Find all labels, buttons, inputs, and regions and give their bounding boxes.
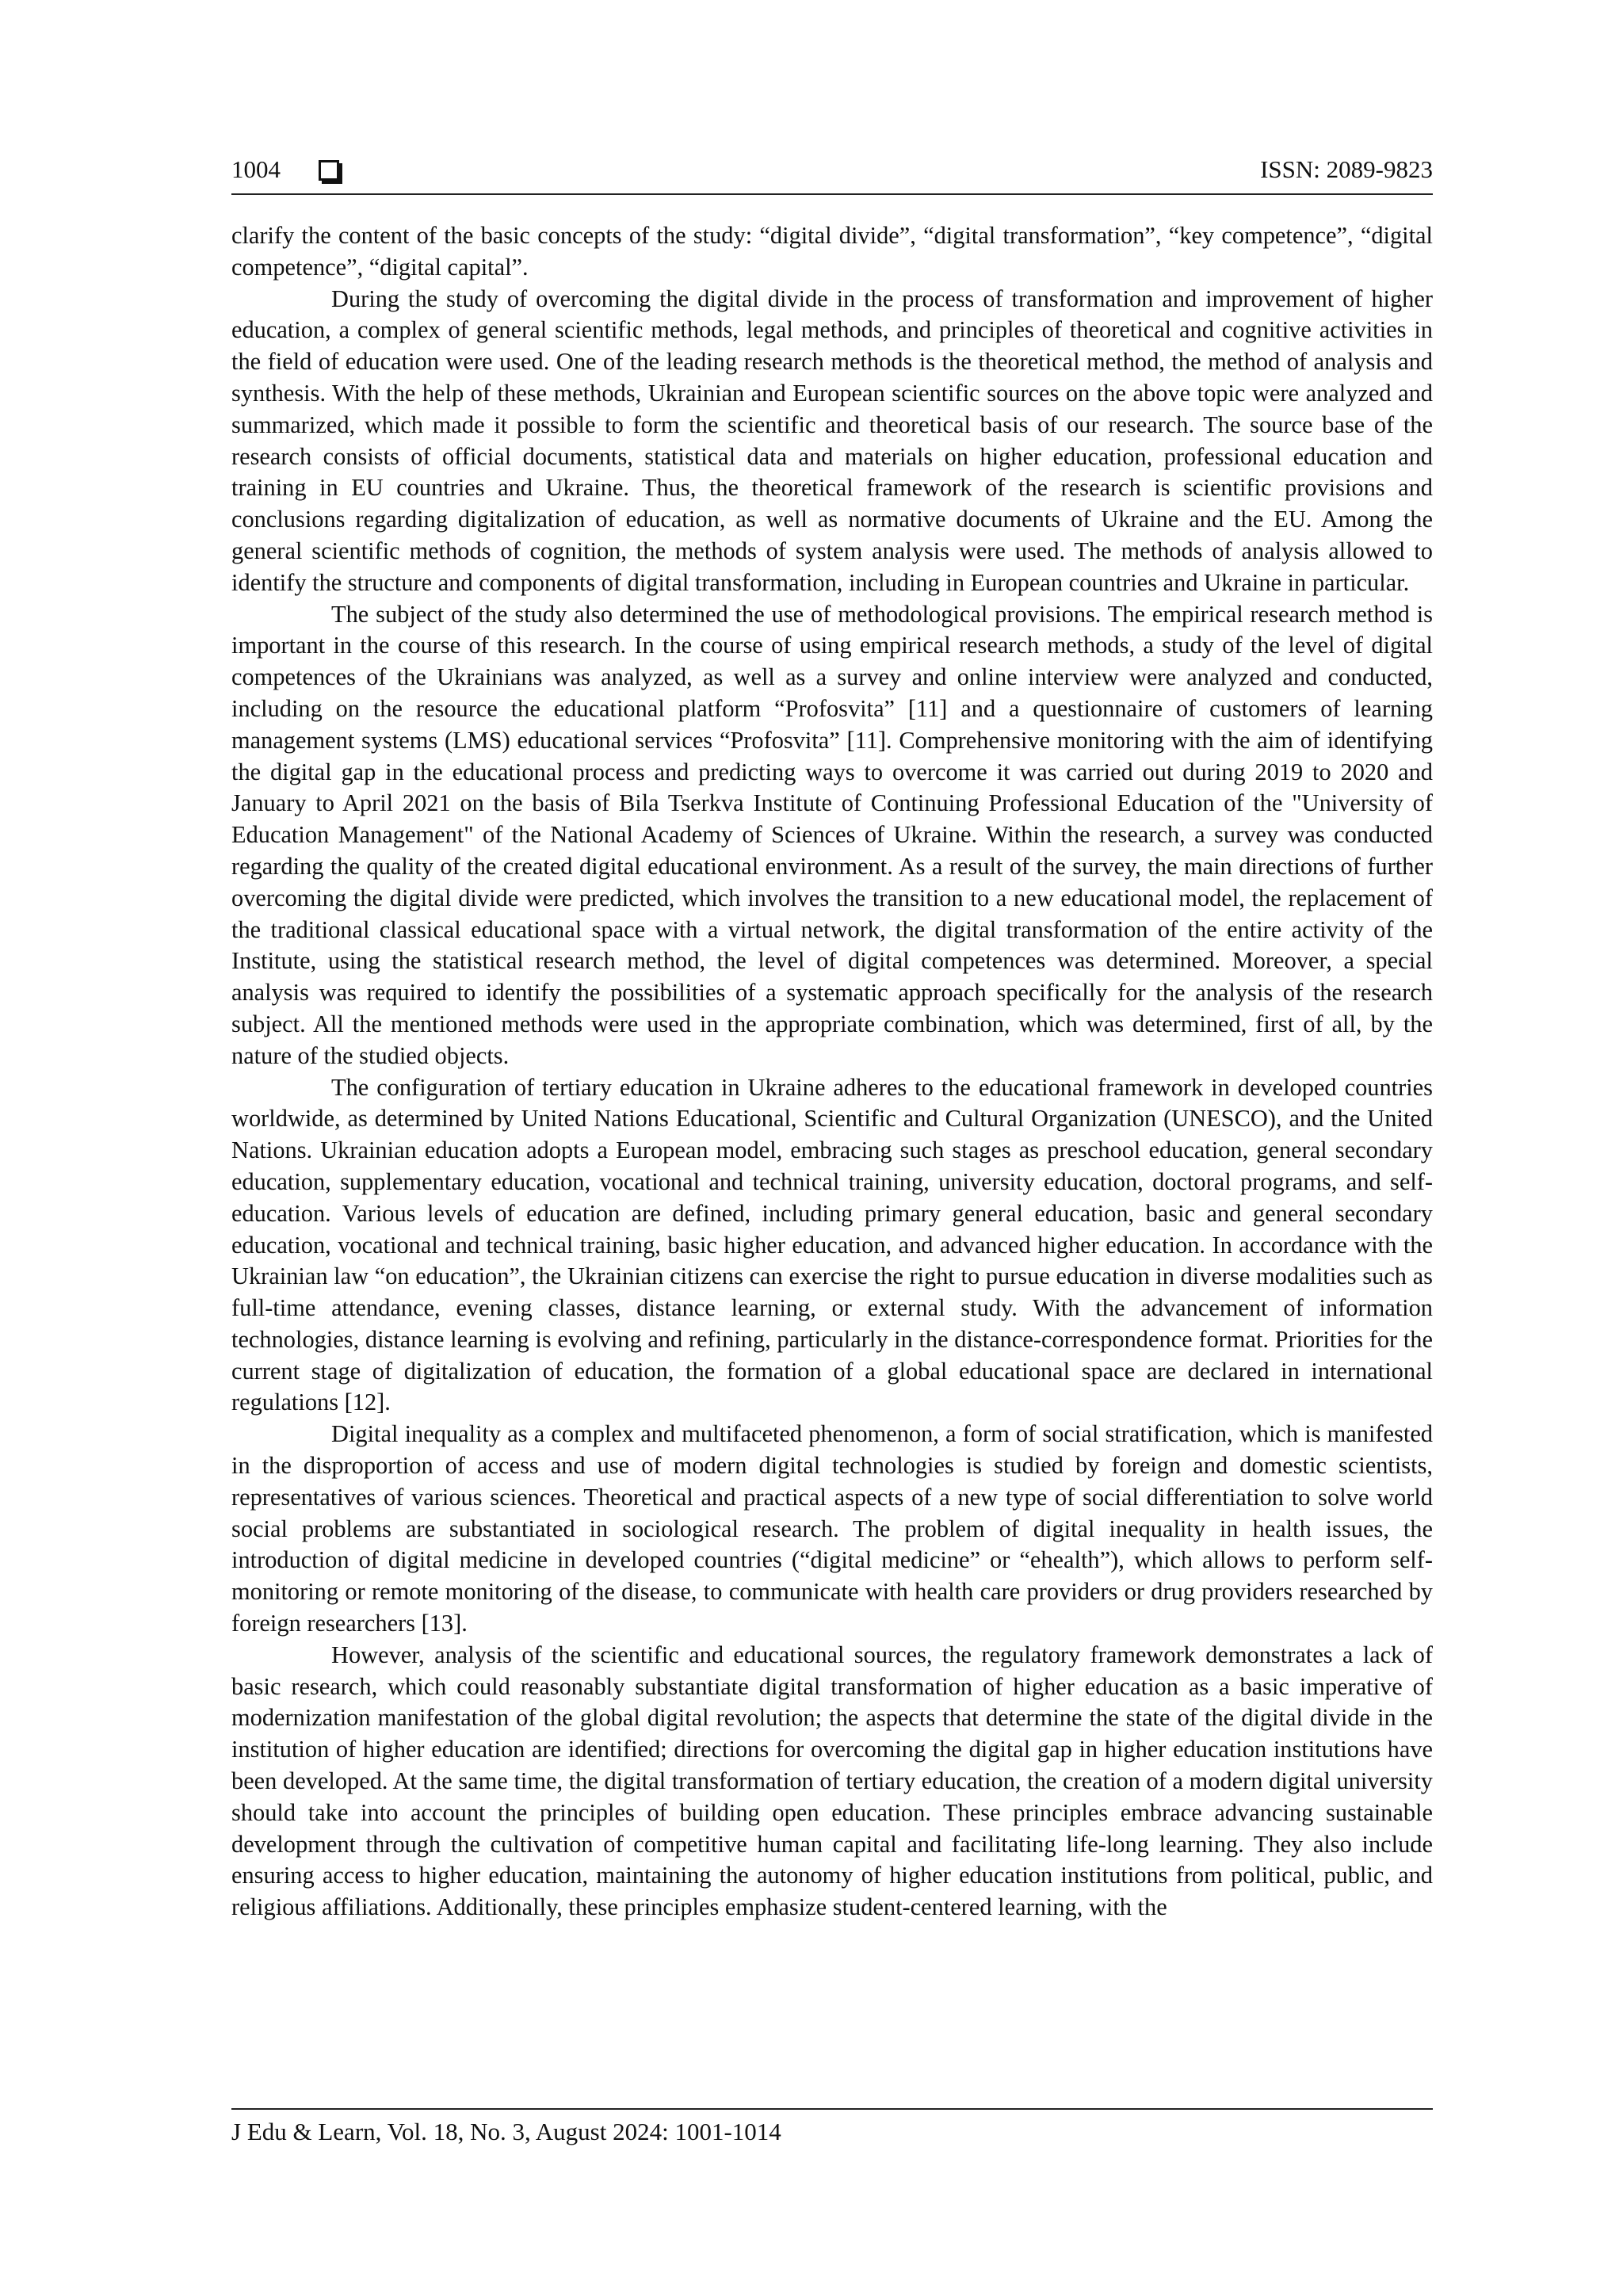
page-header (231, 155, 1433, 195)
box-shadow-square-icon (319, 160, 339, 181)
paragraph-analysis: However, analysis of the scientific and educational sources, the regulatory framework demonstrates a lack of basic research, which could reasonably substantiate digital transformation of higher education as a basic imperative of modernization manifestation of the global digital revolution; the aspects that determine the state of the digital divide in the institution of higher education are identified; directions for overcoming the digital gap in higher education institutions have been developed. At the same time, the digital transformation of tertiary education, the creation of a modern digital university should take into account the principles of building open education. These principles embrace advancing sustainable development through the cultivation of competitive human capital and facilitating life-long learning. They also include ensuring access to higher education, maintaining the autonomy of higher education institutions from political, public, and religious affiliations. Additionally, these principles emphasize student-centered learning, with the (231, 1641, 1433, 1921)
page-footer (231, 2108, 1433, 2146)
paragraph-continuation: clarify the content of the basic concepts of the study: “digital divide”, “digital transformation”, “key competence”, “digital competence”, “digital capital”. (231, 222, 1433, 281)
paragraph-empirical: The subject of the study also determined the use of methodological provisions. The empirical research method is important in the course of this research. In the course of using empirical research methods, a study of the level of digital competences of the Ukrainians was analyzed, as well as a survey and online interview were analyzed and conducted, including on the resource the educational platform “Profosvita” [11] and a questionnaire of customers of learning management systems (LMS) educational services “Profosvita” [11]. Comprehensive monitoring with the aim of identifying the digital gap in the educational process and predicting ways to overcome it was carried out during 2019 to 2020 and January to April 2021 on the basis of Bila Tserkva Institute of Continuing Professional Education of the "University of Education Management" of the National Academy of Sciences of Ukraine. Within the research, a survey was conducted regarding the quality of the created digital educational environment. As a result of the survey, the main directions of further overcoming the digital divide were predicted, which involves the transition to a new educational model, the replacement of the traditional classical educational space with a virtual network, the digital transformation of the entire activity of the Institute, using the statistical research method, the level of digital competences was determined. Moreover, a special analysis was required to identify the possibilities of a systematic approach specifically for the analysis of the research subject. All the mentioned methods were used in the appropriate combination, which was determined, first of all, by the nature of the studied objects. (231, 600, 1433, 1069)
paragraph-methods: During the study of overcoming the digital divide in the process of transformation and improvement of higher education, a complex of general scientific methods, legal methods, and principles of theoretical and cognitive activities in the field of education were used. One of the leading research methods is the theoretical method, the method of analysis and synthesis. With the help of these methods, Ukrainian and European scientific sources on the above topic were analyzed and summarized, which made it possible to form the scientific and theoretical basis of our research. The source base of the research consists of official documents, statistical data and materials on higher education, professional education and training in EU countries and Ukraine. Thus, the theoretical framework of the research is scientific provisions and conclusions regarding digitalization of education, as well as normative documents of Ukraine and the EU. Among the general scientific methods of cognition, the methods of system analysis were used. The methods of analysis allowed to identify the structure and components of digital transformation, including in European countries and Ukraine in particular. (231, 285, 1433, 596)
article-body (231, 220, 1433, 1924)
page-number: 1004 (231, 155, 281, 183)
paragraph-digital-inequality: Digital inequality as a complex and multifaceted phenomenon, a form of social stratification, which is manifested in the disproportion of access and use of modern digital technologies is studied by foreign and domestic scientists, representatives of various sciences. Theoretical and practical aspects of a new type of social differentiation to solve world social problems are substantiated in sociological research. The problem of digital inequality in health issues, the introduction of digital medicine in developed countries (“digital medicine” or “ehealth”), which allows to perform self-monitoring or remote monitoring of the disease, to communicate with health care providers or drug providers researched by foreign researchers [13]. (231, 1420, 1433, 1637)
journal-citation: J Edu & Learn, Vol. 18, No. 3, August 2024: 1001-1014 (231, 2118, 781, 2145)
issn-label: ISSN: 2089-9823 (1260, 155, 1433, 183)
paragraph-tertiary-education: The configuration of tertiary education in Ukraine adheres to the educational framework in developed countries worldwide, as determined by United Nations Educational, Scientific and Cultural Organization (UNESCO), and the United Nations. Ukrainian education adopts a European model, embracing such stages as preschool education, general secondary education, supplementary education, vocational and technical training, university education, doctoral programs, and self-education. Various levels of education are defined, including primary general education, basic and general secondary education, vocational and technical training, basic higher education, and advanced higher education. In accordance with the Ukrainian law “on education”, the Ukrainian citizens can exercise the right to pursue education in diverse modalities such as full-time attendance, evening classes, distance learning, or external study. With the advancement of information technologies, distance learning is evolving and refining, particularly in the distance-correspondence format. Priorities for the current stage of digitalization of education, the formation of a global educational space are declared in international regulations [12]. (231, 1073, 1433, 1416)
